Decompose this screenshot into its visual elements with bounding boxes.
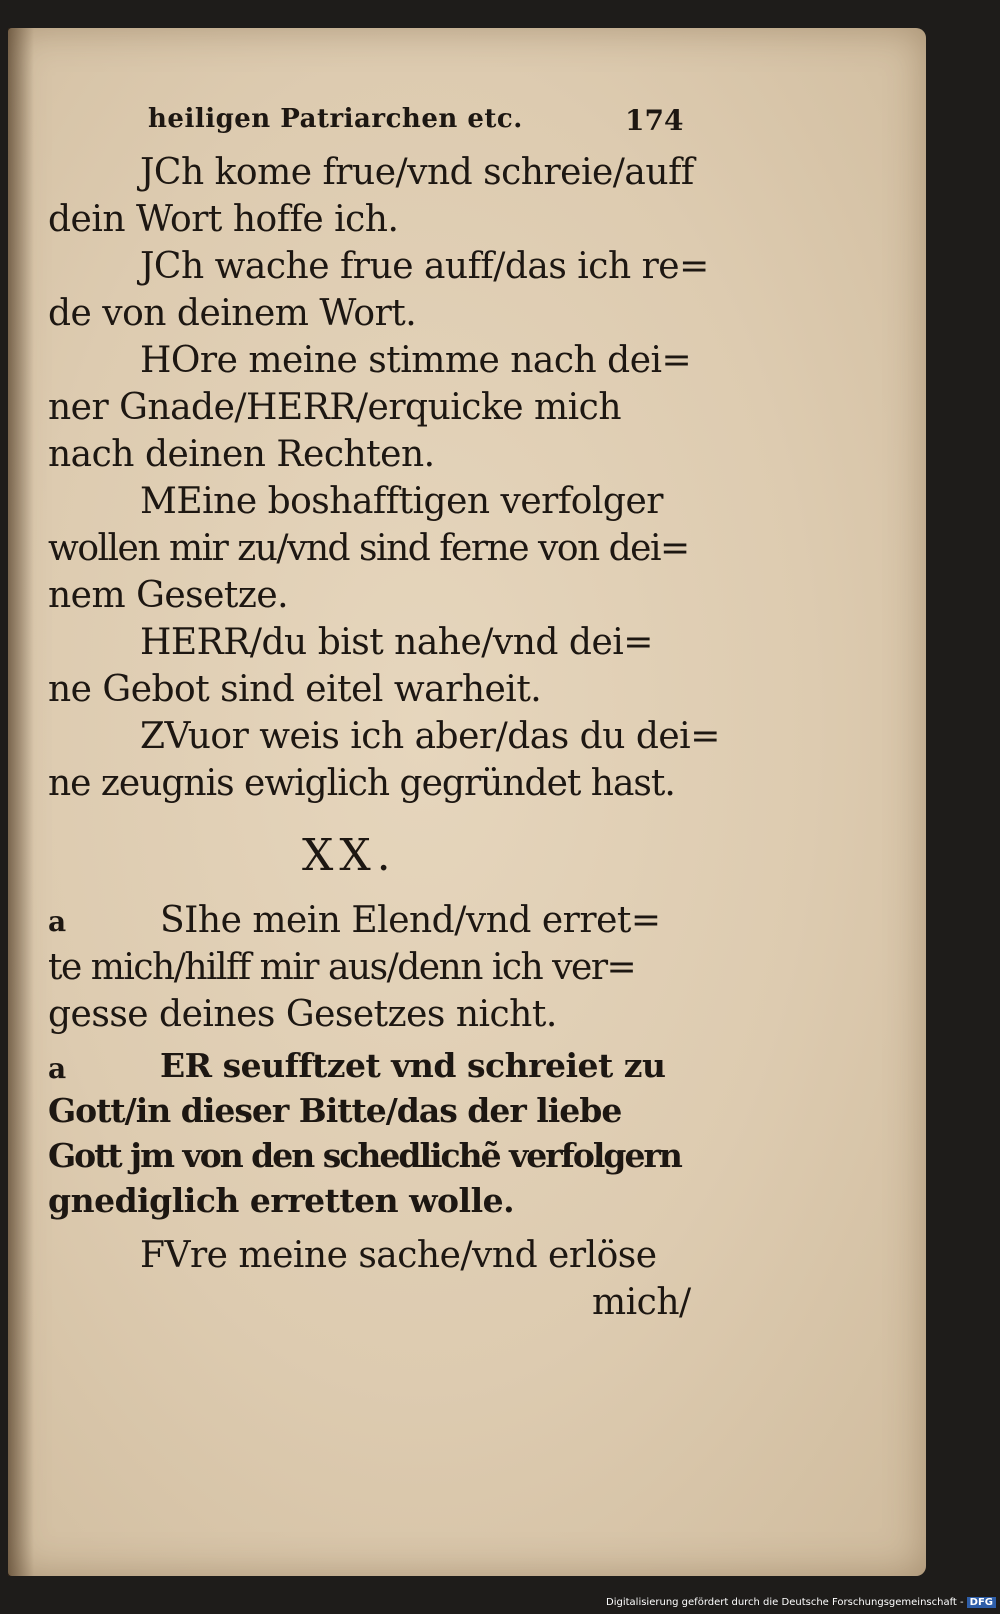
dfg-logo: DFG — [967, 1597, 996, 1608]
text-line: ner Gnade/HERR/erquicke mich — [48, 387, 622, 428]
page-number: 174 — [625, 104, 684, 137]
gloss-line: gnediglich erretten wolle. — [48, 1181, 515, 1220]
gloss-line: ER seufftzet vnd schreiet zu — [160, 1046, 666, 1085]
text-line: ne zeugnis ewiglich gegründet hast. — [48, 763, 675, 804]
text-line: JCh wache frue auff/das ich re= — [140, 246, 709, 287]
footer-credit — [606, 1597, 996, 1608]
text-line: JCh kome frue/vnd schreie/auff — [140, 152, 694, 193]
text-line: ne Gebot sind eitel warheit. — [48, 669, 542, 710]
text-line: te mich/hilff mir aus/denn ich ver= — [48, 947, 636, 988]
gloss-marker: a — [48, 1052, 66, 1085]
text-line: SIhe mein Elend/vnd erret= — [160, 900, 661, 941]
footer-text: Digitalisierung gefördert durch die Deutsche Forschungsgemeinschaft - — [606, 1597, 964, 1608]
text-line: HERR/du bist nahe/vnd dei= — [140, 622, 653, 663]
text-line: gesse deines Gesetzes nicht. — [48, 994, 557, 1035]
text-line: de von deinem Wort. — [48, 293, 417, 334]
text-line: nach deinen Rechten. — [48, 434, 435, 475]
section-heading: XX. — [302, 830, 397, 881]
text-line: wollen mir zu/vnd sind ferne von dei= — [48, 528, 689, 569]
catchword: mich/ — [592, 1282, 691, 1323]
margin-marker: a — [48, 905, 66, 938]
text-line: FVre meine sache/vnd erlöse — [140, 1235, 657, 1276]
text-line: nem Gesetze. — [48, 575, 289, 616]
gloss-line: Gott/in dieser Bitte/das der liebe — [48, 1091, 622, 1130]
text-line: MEine boshafftigen verfolger — [140, 481, 663, 522]
text-line: HOre meine stimme nach dei= — [140, 340, 692, 381]
text-line: dein Wort hoffe ich. — [48, 199, 399, 240]
spine-shadow — [8, 28, 34, 1576]
gloss-line: Gott jm von den schedlichẽ verfolgern — [48, 1136, 681, 1175]
text-line: ZVuor weis ich aber/das du dei= — [140, 716, 720, 757]
running-head: heiligen Patriarchen etc. — [148, 104, 523, 134]
